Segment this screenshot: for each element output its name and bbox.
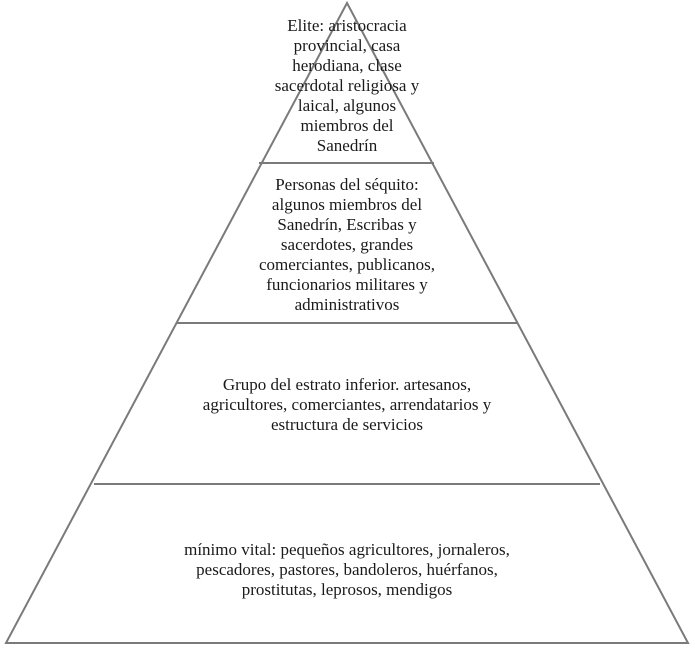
tier-retinue-label: Personas del séquito: algunos miembros del Sanedrín, Escribas y sacerdotes, grandes comerciantes, publicanos, funcionarios militares y administrativos bbox=[258, 175, 436, 314]
tier-subsistence-label: mínimo vital: pequeños agricultores, jornaleros, pescadores, pastores, bandoleros, huérfanos, prostitutas, leprosos, mendigos bbox=[184, 540, 510, 599]
tier-elite-label: Elite: aristocracia provincial, casa herodiana, clase sacerdotal religiosa y laical, algunos miembros del Sanedrín bbox=[274, 16, 420, 155]
tier-lower-stratum-label: Grupo del estrato inferior. artesanos, agricultores, comerciantes, arrendatarios y estructura de servicios bbox=[202, 375, 492, 434]
